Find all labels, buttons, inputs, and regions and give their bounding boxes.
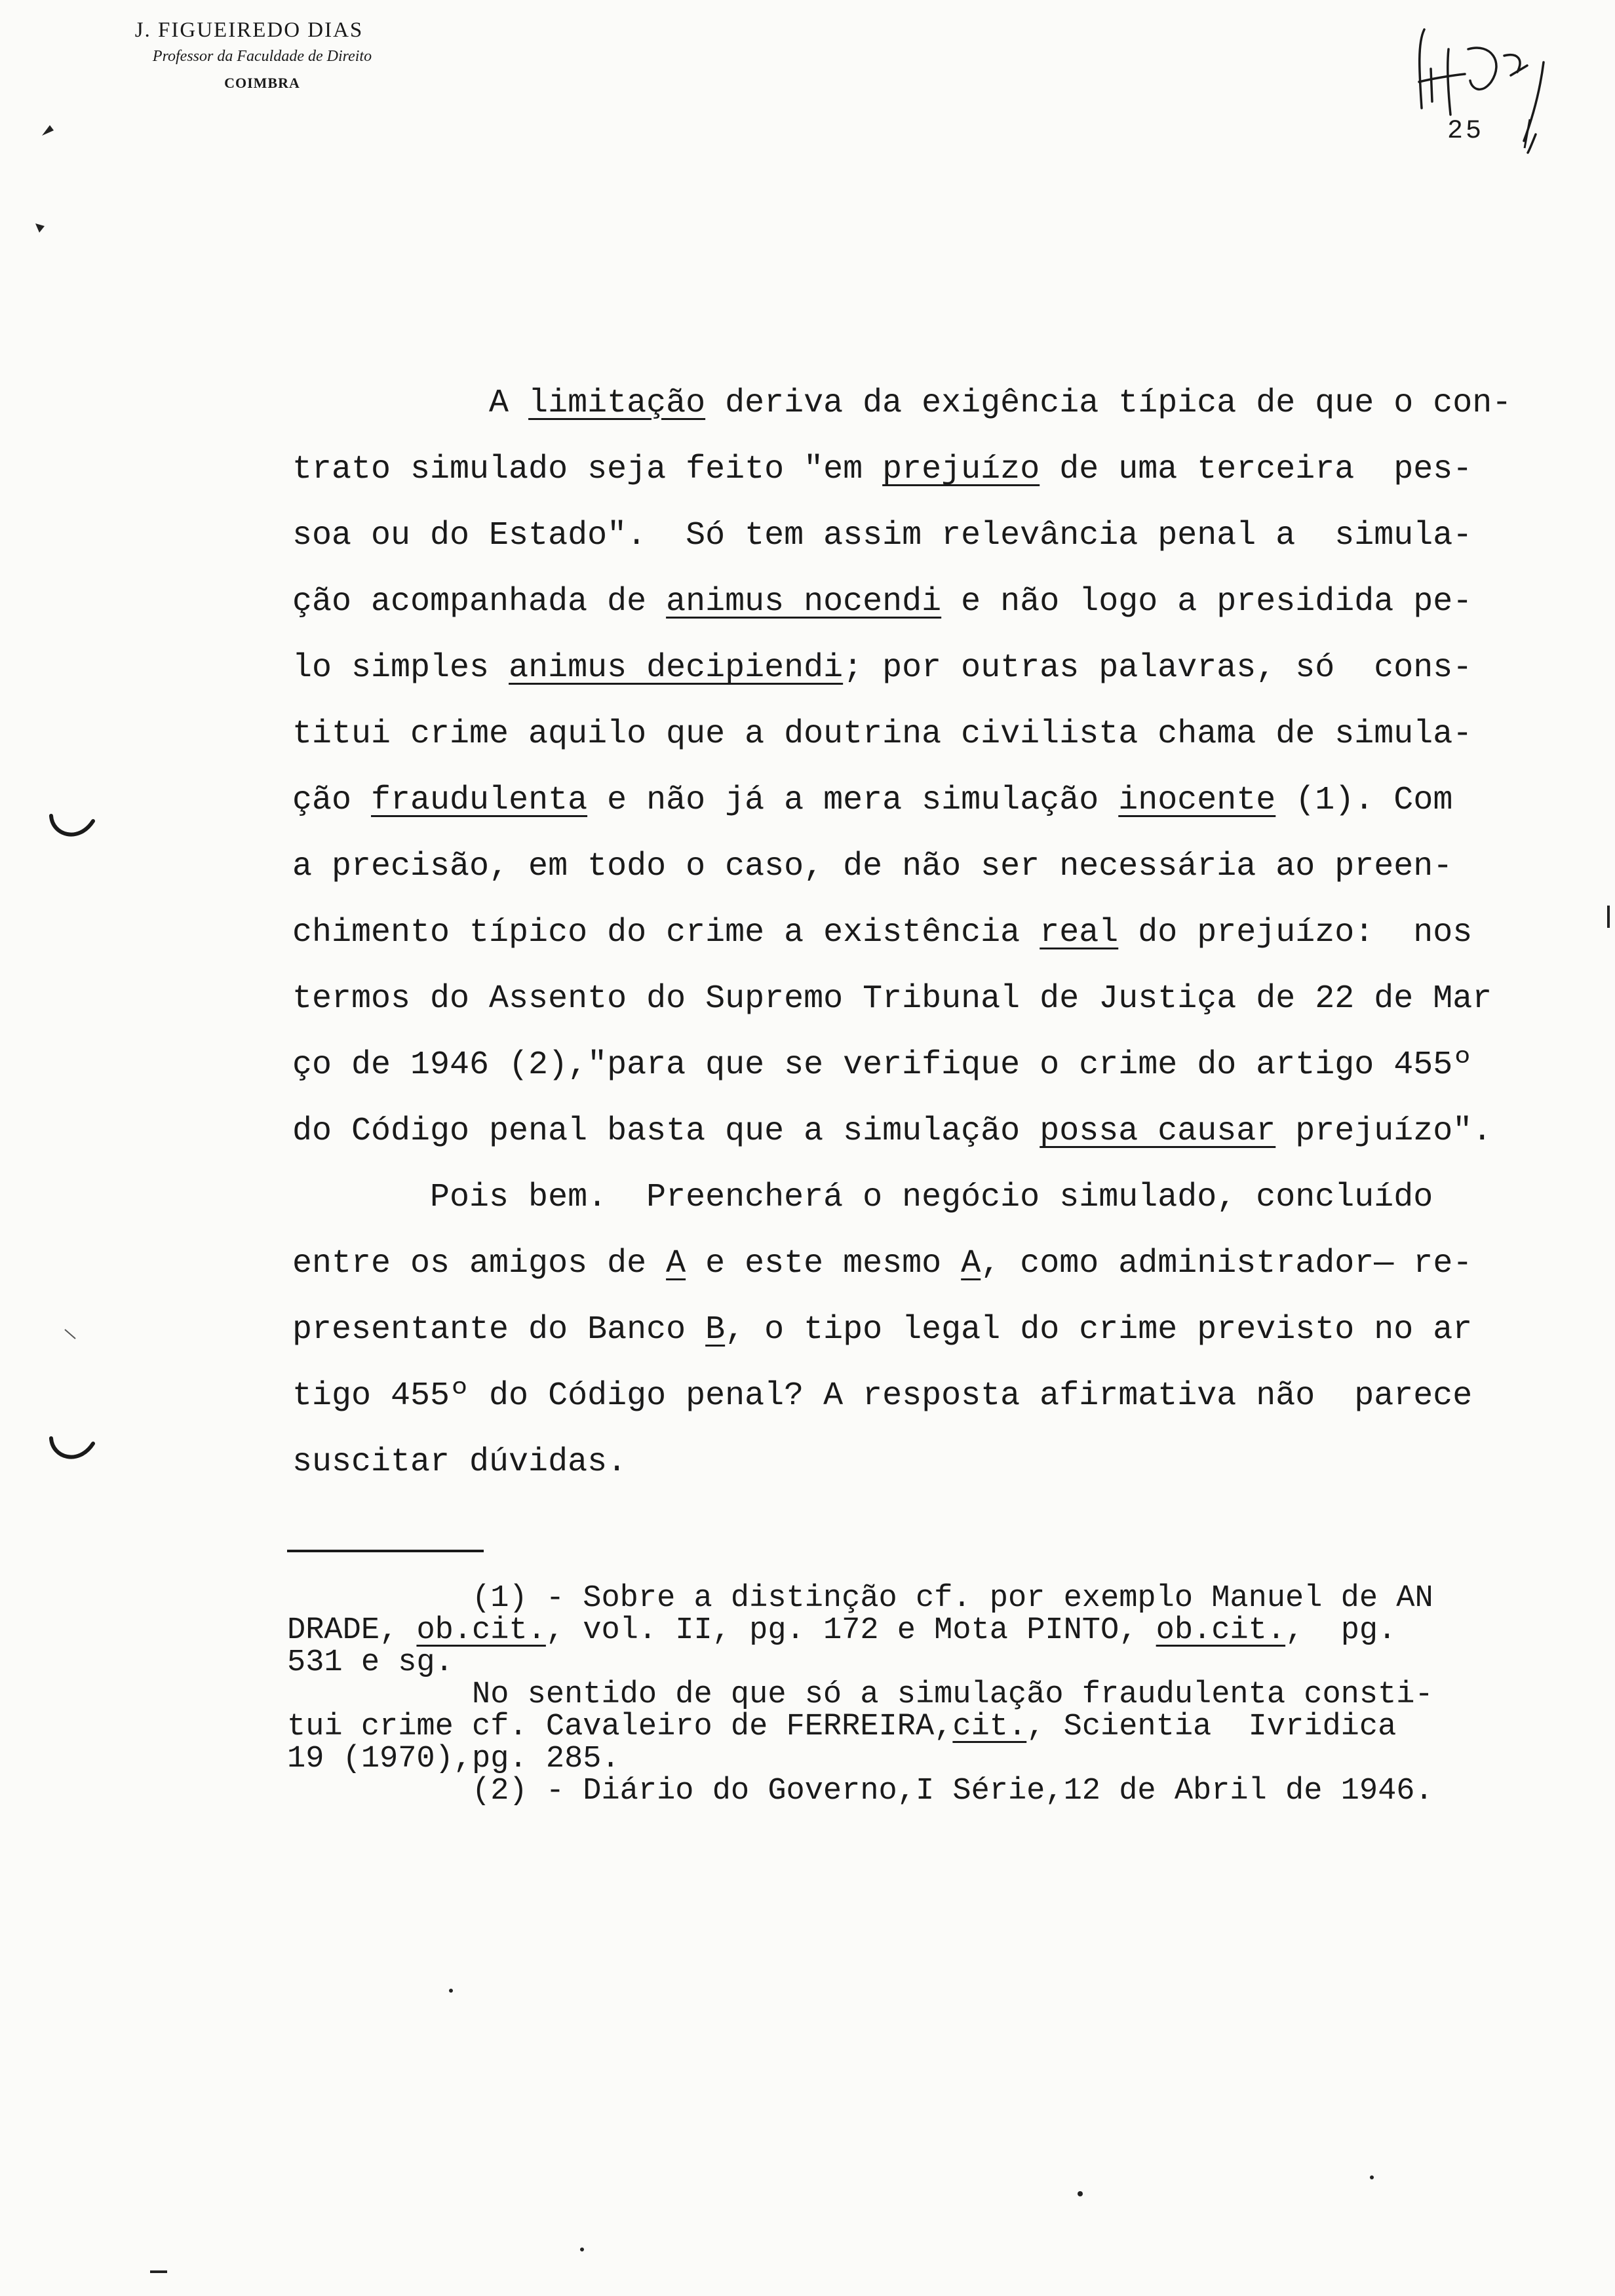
underlined-term: animus nocendi [666,583,942,621]
scan-speck [446,1985,459,1999]
underlined-term: inocente [1118,782,1276,819]
underlined-term: real [1040,914,1119,951]
underlined-term: ob.cit. [416,1613,546,1648]
scan-speck [33,220,49,235]
text-line: entre os amigos de A e este mesmo A, como administrador— re- [292,1245,1473,1282]
footnote-line: tui crime cf. Cavaleiro de FERREIRA,cit., Scientia Ivridica [287,1710,1397,1744]
text-line: A limitação deriva da exigência típica de que o con- [292,385,1512,422]
text-line: termos do Assento do Supremo Tribunal de Justiça de 22 de Mar [292,980,1492,1018]
author-title: Professor da Faculdade de Direito [152,48,372,65]
footnote-divider [287,1550,484,1552]
text-line: tigo 455º do Código penal? A resposta afirmativa não parece [292,1377,1473,1415]
text-line: trato simulado seja feito "em prejuízo de uma terceira pes- [292,451,1473,488]
text-line: suscitar dúvidas. [292,1444,627,1481]
underlined-term: animus decipiendi [509,649,844,687]
scan-speck [1367,2172,1380,2185]
body-text [292,370,1512,1495]
text-line: ço de 1946 (2),"para que se verifique o crime do artigo 455º [292,1046,1473,1084]
footnote-line: (1) - Sobre a distinção cf. por exemplo Manuel de AN [287,1581,1433,1616]
scan-speck [1075,2189,1088,2202]
footnote-line: (2) - Diário do Governo,I Série,12 de Abril de 1946. [287,1774,1433,1808]
author-city: COIMBRA [224,75,300,91]
text-line: a precisão, em todo o caso, de não ser necessária ao preen- [292,848,1453,885]
underlined-term: cit. [952,1710,1027,1744]
footnotes [287,1582,1467,1807]
text-line: titui crime aquilo que a doutrina civilista chama de simula- [292,716,1473,753]
handwritten-initials-mark [1412,23,1570,154]
text-line: presentante do Banco B, o tipo legal do crime previsto no ar [292,1311,1473,1349]
scan-speck [577,2244,590,2257]
scan-edge-mark [1605,904,1612,930]
text-line: lo simples animus decipiendi; por outras palavras, só cons- [292,649,1473,687]
footnote-line: 531 e sg. [287,1645,454,1680]
text-line: ção fraudulenta e não já a mera simulação inocente (1). Com [292,782,1453,819]
scan-speck [39,121,59,141]
underlined-term: possa causar [1040,1113,1276,1150]
text-line: soa ou do Estado". Só tem assim relevância penal a simula- [292,517,1473,554]
author-name: J. FIGUEIREDO DIAS [134,18,364,42]
underlined-term: A [961,1245,981,1282]
underlined-term: B [705,1311,726,1349]
handwritten-stroke [1521,118,1534,151]
footnote-line: DRADE, ob.cit., vol. II, pg. 172 e Mota PINTO, ob.cit., pg. [287,1613,1397,1648]
underlined-term: A [666,1245,686,1282]
text-line: ção acompanhada de animus nocendi e não logo a presidida pe- [292,583,1473,621]
footnote-line: No sentido de que só a simulação fraudulenta consti- [287,1677,1433,1712]
underlined-term: prejuízo [882,451,1040,488]
scan-speck [147,2267,174,2276]
page-number: 25 [1447,117,1485,146]
text-line: do Código penal basta que a simulação possa causar prejuízo". [292,1113,1492,1150]
underlined-term: ob.cit. [1156,1613,1286,1648]
underlined-term: limitação [528,385,706,422]
text-line: Pois bem. Preencherá o negócio simulado, concluído [292,1179,1433,1216]
scan-speck [62,1327,82,1347]
footnote-line: 19 (1970),pg. 285. [287,1742,620,1776]
letterhead [79,18,446,92]
text-line: chimento típico do crime a existência real do prejuízo: nos [292,914,1473,951]
binder-hole-mark [46,809,98,849]
binder-hole-mark [46,1432,98,1471]
underlined-term: fraudulenta [371,782,588,819]
